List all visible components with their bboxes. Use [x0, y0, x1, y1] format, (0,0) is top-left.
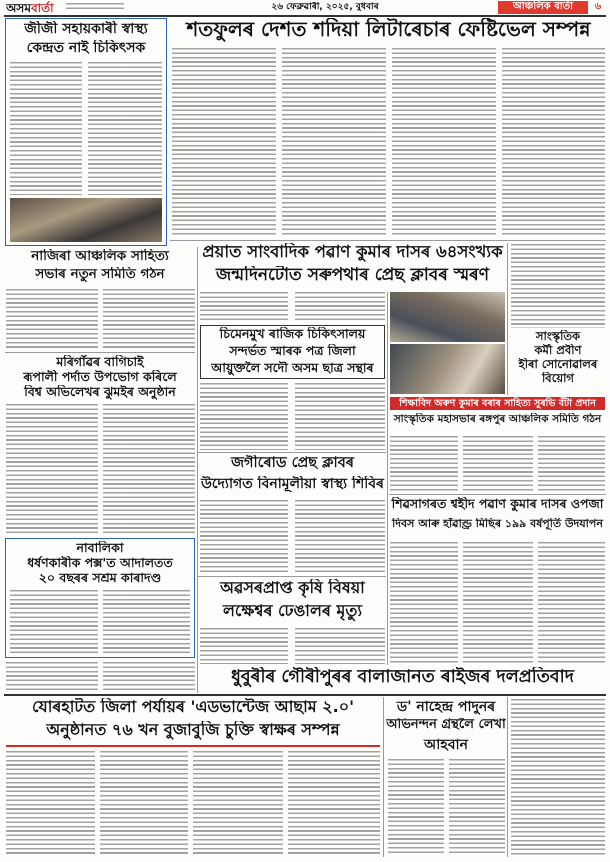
- story-jagiroad-body: [200, 500, 288, 574]
- story-chimenmukh-headline: চিমেনমুখ ৰাজিক চিকিৎসালয়: [219, 327, 366, 341]
- story-morigaon-headline: বিশ্ব অভিলেখৰ ঝুমইৰ অনুষ্ঠান: [24, 385, 176, 399]
- story-jeeji-headline: কেন্দ্ৰত নাই চিকিৎসক: [26, 40, 146, 56]
- logo-right: বাৰ্তা: [30, 1, 54, 15]
- story-jorhat-headline: যোৰহাটত জিলা পৰ্যায়ৰ 'এডভান্টেজ আছাম ২.০': [32, 698, 354, 716]
- divider: [389, 494, 606, 495]
- story-press-club-photo: [390, 292, 505, 342]
- story-hira-headline: বিয়োগ: [542, 372, 574, 385]
- story-sivasagar-headline: শিৱসাগৰত শ্বহীদ পৱাণ কুমাৰ দাসৰ ওপজা: [391, 497, 604, 511]
- story-left-continued-body: [103, 662, 195, 691]
- story-jorhat-body: [193, 751, 283, 856]
- story-hira-headline: কৰ্মী প্ৰবীণ: [534, 344, 582, 357]
- story-sadiya-body: [282, 48, 386, 236]
- divider: [198, 576, 386, 577]
- column-rule: [507, 243, 508, 395]
- section-rule: [4, 694, 606, 696]
- story-nahendra-headline: অভিনন্দন গ্ৰন্থলৈ লেখা: [386, 718, 506, 732]
- divider: [5, 352, 195, 353]
- story-nazira-body: [6, 289, 98, 349]
- story-sanskritik-body: [538, 436, 605, 492]
- section-label: আঞ্চলিক বাৰ্তা: [498, 1, 588, 14]
- story-nabalika-body: [10, 590, 98, 653]
- story-sadiya-body: [172, 48, 276, 236]
- story-hira-headline: হীৰা সোনোৱালৰ: [518, 358, 598, 371]
- story-jorhat-headline: অনুষ্ঠানত ৭৬ খন বুজাবুজি চুক্তি স্বাক্ষৰ সম্পন্ন: [46, 721, 340, 739]
- story-dhubri-body: [511, 699, 605, 856]
- story-press-club-headline: প্ৰয়াত সাংবাদিক পৱাণ কুমাৰ দাসৰ ৬৪সংখ্যক: [202, 243, 503, 261]
- story-chimenmukh-body: [295, 383, 385, 450]
- story-morigaon-body: [103, 404, 195, 535]
- story-sanskritik-body: [390, 436, 458, 492]
- story-chimenmukh-headline: আয়ুক্তলৈ সদৌ অসম ছাত্ৰ সন্থাৰ: [211, 361, 374, 375]
- story-nahendra-headline: আহবান: [424, 737, 468, 753]
- story-sivasagar-body: [463, 542, 533, 664]
- story-sanskritik-headline: সাংস্কৃতিক মহাসভাৰ ৰঙ্গপুৰ আঞ্চলিক সমিতি গঠন: [393, 413, 602, 425]
- story-press-club-body: [295, 292, 385, 322]
- story-jeeji-body: [10, 62, 82, 195]
- story-jeeji-headline: জীজী সহায়কাৰী স্বাস্থ্য: [24, 21, 148, 37]
- story-jagiroad-headline: উদ্যোগত বিনামূলীয়া স্বাস্থ্য শিবিৰ: [201, 476, 384, 492]
- column-rule: [197, 247, 198, 693]
- story-jorhat-underline: [6, 745, 380, 747]
- award-banner: শিক্ষাবিদ অৰুণ কুমাৰ বৰাৰ সাহিত্য সুৰভি বঁটা প্ৰদান: [390, 397, 605, 410]
- story-chimenmukh-body: [200, 383, 288, 450]
- story-jorhat-body: [6, 751, 95, 856]
- story-krishi-headline: লক্ষেশ্বৰ ঢেঙালৰ মৃত্যু: [223, 602, 362, 620]
- story-sadiya-body: [392, 48, 496, 236]
- divider: [198, 452, 386, 453]
- story-nazira-headline: সভাৰ নতুন সমিতি গঠন: [35, 267, 165, 282]
- story-jorhat-body: [100, 751, 188, 856]
- story-jagiroad-headline: জগীৰোড প্ৰেছ ক্লাবৰ: [231, 455, 354, 471]
- story-dhubri-headline: ধুবুৰীৰ গৌৰীপুৰৰ বালাজানত ৰাইজৰ দলপ্ৰতিবাদ: [231, 667, 574, 687]
- story-sadiya-continued-body: [511, 244, 605, 328]
- story-press-club-body: [200, 292, 288, 322]
- story-nabalika-headline: ২০ বছৰৰ সশ্ৰম কাৰাদণ্ড: [38, 571, 162, 585]
- story-jagiroad-body: [295, 500, 385, 574]
- masthead-contact-text: [66, 3, 124, 12]
- page-number: ৬: [594, 1, 602, 12]
- story-krishi-headline: অৱসৰপ্ৰাপ্ত কৃষি বিষয়া: [220, 579, 365, 597]
- masthead-rule: [4, 15, 606, 17]
- story-nahendra-body: [449, 759, 505, 856]
- story-sadiya-body: [502, 48, 605, 236]
- story-jeeji-body: [88, 62, 162, 195]
- story-krishi-body: [295, 628, 385, 664]
- story-sivasagar-body: [538, 542, 605, 664]
- masthead-logo: [6, 1, 62, 15]
- story-nabalika-headline: ধৰ্ষণকাৰীক পক্স'ত আদালতত: [27, 556, 173, 570]
- masthead-date: ২৬ ফেব্ৰুৱাৰী, ২০২৫, বুধবাৰ: [271, 2, 379, 12]
- story-morigaon-headline: ৰূপালী পৰ্দাত উপভোগ কৰিলে: [23, 370, 177, 384]
- story-hira-headline: সাংস্কৃতিক: [535, 330, 581, 343]
- column-rule: [507, 697, 508, 857]
- story-morigaon-body: [6, 404, 98, 535]
- story-press-club-photo: [390, 344, 505, 394]
- story-morigaon-headline: মৰিগাঁৱৰ বাগিচাই: [56, 355, 144, 369]
- logo-left: অসম: [6, 1, 31, 15]
- divider: [170, 240, 606, 241]
- story-krishi-body: [200, 628, 288, 664]
- story-nabalika-headline: নাবালিকা: [76, 541, 124, 555]
- story-sanskritik-body: [463, 436, 533, 492]
- story-chimenmukh-headline: সন্দৰ্ভত স্মাৰক পত্ৰ জিলা: [229, 344, 356, 358]
- story-nahendra-headline: ড' নাহেন্দ্ৰ পাদুনৰ: [396, 699, 496, 715]
- story-nabalika-body: [103, 590, 190, 653]
- story-sivasagar-body: [390, 542, 458, 664]
- story-sivasagar-headline: দিবস আৰু হাঁৱাণ্ড্ৰ মিছিৰ ১৯৯ বৰ্ষপূৰ্তি উদযাপন: [392, 518, 603, 530]
- story-nahendra-body: [388, 759, 444, 856]
- story-nazira-body: [103, 289, 195, 349]
- story-jorhat-body: [288, 751, 380, 856]
- column-rule: [387, 292, 388, 665]
- story-nazira-headline: নাজিৰা আঞ্চলিক সাহিত্য: [31, 249, 169, 264]
- story-sadiya-headline: শতফুলৰ দেশত শদিয়া লিটাৰেচাৰ ফেষ্টিভেল সম্পন্ন: [186, 18, 591, 41]
- column-rule: [383, 697, 384, 857]
- story-left-continued-body: [6, 662, 98, 691]
- story-press-club-headline: জন্মদিনটোত সৰুপথাৰ প্ৰেছ ক্লাবৰ স্মৰণ: [216, 266, 489, 285]
- story-jeeji-photo: [10, 198, 162, 242]
